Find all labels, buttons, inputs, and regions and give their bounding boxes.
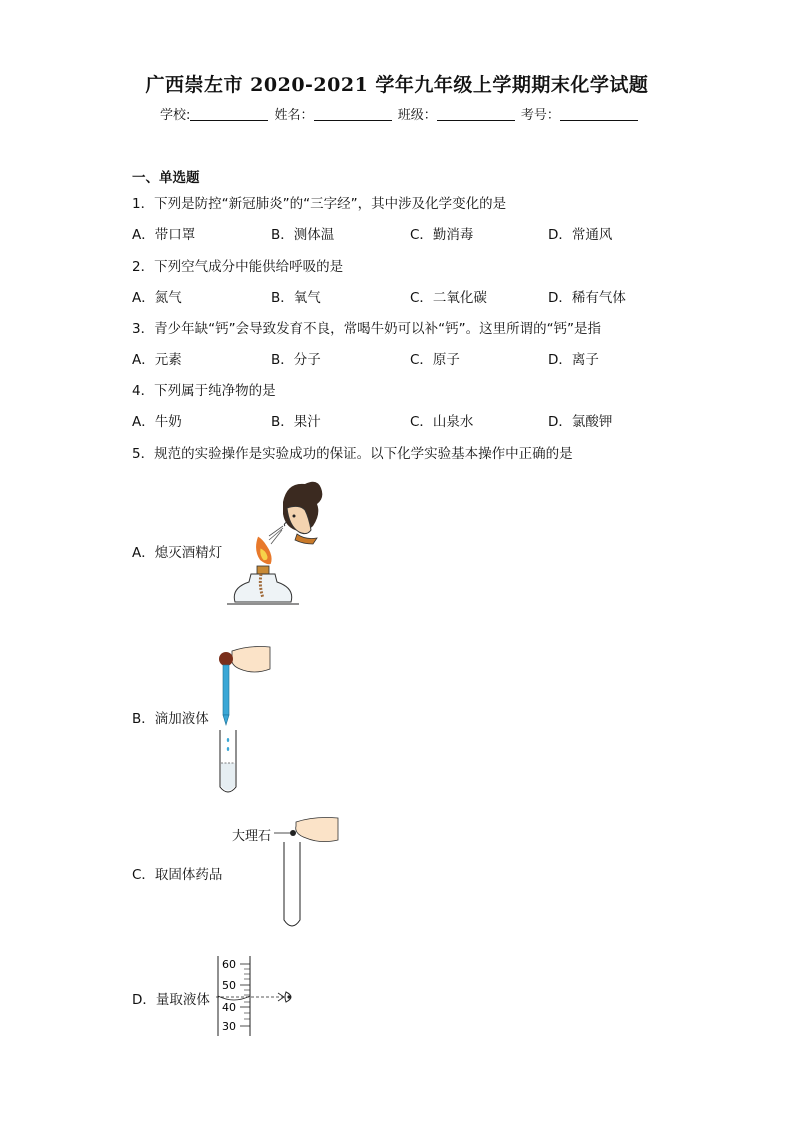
section-heading: 一、单选题 — [132, 170, 200, 186]
q4-option-c[interactable]: C．山泉水 — [410, 414, 474, 430]
q2-option-b[interactable]: B．氧气 — [271, 290, 321, 306]
class-label: 班级： — [397, 108, 437, 123]
school-label: 学校: — [160, 108, 191, 123]
marble-tube-figure — [270, 814, 350, 934]
q5-option-a[interactable]: A．熄灭酒精灯 — [132, 545, 223, 561]
cylinder-tick-30: 30 — [222, 1020, 236, 1033]
cylinder-tick-60: 60 — [222, 958, 236, 971]
q1-option-a[interactable]: A．带口罩 — [132, 227, 196, 243]
question-1: 1．下列是防控“新冠肺炎”的“三字经”，其中涉及化学变化的是 — [132, 196, 507, 212]
q2-option-c[interactable]: C．二氧化碳 — [410, 290, 487, 306]
cylinder-tick-50: 50 — [222, 979, 236, 992]
name-blank[interactable] — [314, 108, 392, 121]
q4-option-d[interactable]: D．氯酸钾 — [548, 414, 613, 430]
page-title: 广西崇左市 2020-2021 学年九年级上学期期末化学试题 — [145, 74, 649, 96]
q5-option-c[interactable]: C．取固体药品 — [132, 867, 223, 883]
cylinder-figure — [210, 952, 310, 1042]
question-4: 4．下列属于纯净物的是 — [132, 383, 276, 399]
q3-option-d[interactable]: D．离子 — [548, 352, 599, 368]
marble-label: 大理石 — [232, 829, 272, 844]
q1-option-d[interactable]: D．常通风 — [548, 227, 613, 243]
alcohol-lamp-figure — [225, 474, 335, 614]
number-blank[interactable] — [560, 108, 638, 121]
question-2: 2．下列空气成分中能供给呼吸的是 — [132, 259, 344, 275]
q1-option-c[interactable]: C．勤消毒 — [410, 227, 474, 243]
name-label: 姓名： — [274, 108, 314, 123]
q4-option-b[interactable]: B．果汁 — [271, 414, 321, 430]
dropper-figure — [210, 645, 280, 800]
question-5: 5．规范的实验操作是实验成功的保证。以下化学实验基本操作中正确的是 — [132, 446, 573, 462]
q3-option-a[interactable]: A．元素 — [132, 352, 182, 368]
class-blank[interactable] — [437, 108, 515, 121]
question-3: 3．青少年缺“钙”会导致发育不良，常喝牛奶可以补“钙”。这里所谓的“钙”是指 — [132, 321, 602, 337]
q2-option-a[interactable]: A．氮气 — [132, 290, 182, 306]
q4-option-a[interactable]: A．牛奶 — [132, 414, 182, 430]
cylinder-tick-40: 40 — [222, 1001, 236, 1014]
number-label: 考号： — [520, 108, 560, 123]
q2-option-d[interactable]: D．稀有气体 — [548, 290, 626, 306]
school-blank[interactable] — [190, 108, 268, 121]
q5-option-d[interactable]: D．量取液体 — [132, 992, 210, 1008]
q5-option-b[interactable]: B．滴加液体 — [132, 711, 209, 727]
student-info-line — [160, 104, 640, 123]
q1-option-b[interactable]: B．测体温 — [271, 227, 335, 243]
q3-option-b[interactable]: B．分子 — [271, 352, 321, 368]
q3-option-c[interactable]: C．原子 — [410, 352, 460, 368]
